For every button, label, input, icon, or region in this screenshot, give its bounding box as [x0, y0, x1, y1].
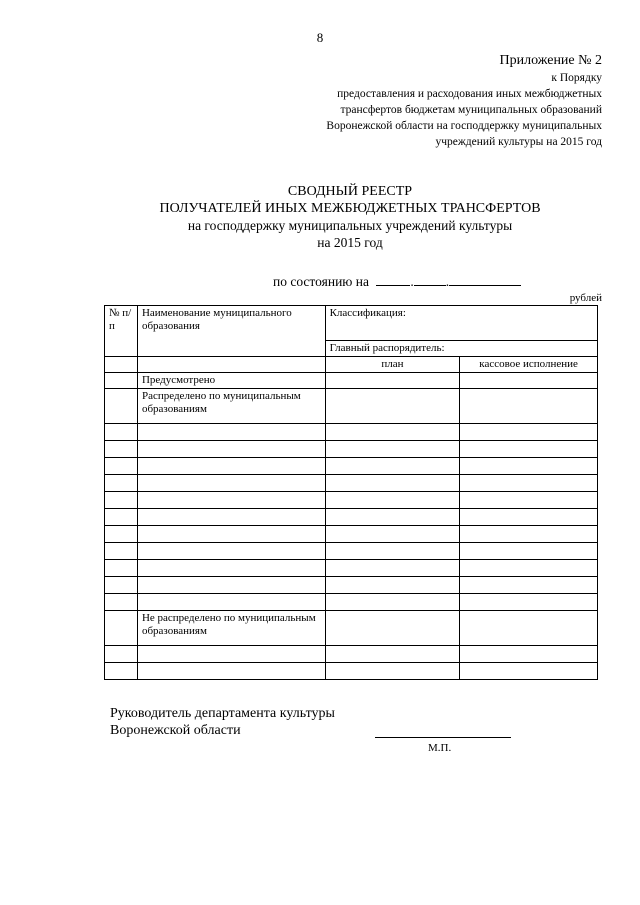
title-line: СВОДНЫЙ РЕЕСТР — [287, 184, 413, 199]
table-row — [105, 475, 598, 492]
table-row — [105, 458, 598, 475]
table-row — [105, 509, 598, 526]
row-not-distributed-label: Не распределено по муниципальным образованиям — [137, 611, 325, 646]
appendix-line: предоставления и расходования иных межбюджетных — [337, 88, 602, 100]
month-blank — [414, 274, 446, 286]
title-line: ПОЛУЧАТЕЛЕЙ ИНЫХ МЕЖБЮДЖЕТНЫХ ТРАНСФЕРТОВ — [159, 201, 541, 216]
header-name: Наименование муниципального образования — [137, 306, 325, 357]
signature-block — [110, 705, 335, 739]
table-row — [105, 577, 598, 594]
appendix-line: учреждений культуры на 2015 год — [435, 136, 602, 148]
table-header-row — [105, 306, 598, 341]
header-main-manager: Главный распорядитель: — [325, 341, 597, 357]
table-row — [105, 526, 598, 543]
registry-table — [104, 305, 598, 680]
table-row — [105, 424, 598, 441]
table-row — [105, 543, 598, 560]
page-number: 8 — [316, 30, 324, 45]
table-row-provided — [105, 373, 598, 389]
state-as-of: по состоянию на . . — [273, 274, 521, 290]
appendix-title: Приложение № 2 — [499, 53, 602, 68]
title-line: на господдержку муниципальных учреждений культуры — [187, 218, 513, 233]
stamp-label: М.П. — [428, 742, 452, 754]
header-plan: план — [325, 357, 460, 373]
appendix-header — [326, 52, 602, 150]
table-row — [105, 663, 598, 680]
signature-region: Воронежской области — [110, 723, 241, 738]
appendix-line: к Порядку — [551, 72, 602, 84]
appendix-line: трансфертов бюджетам муниципальных образований — [340, 104, 602, 116]
row-provided-label: Предусмотрено — [137, 373, 325, 389]
table-row — [105, 441, 598, 458]
signature-position: Руководитель департамента культуры — [110, 706, 335, 721]
header-cash-execution: кассовое исполнение — [460, 357, 598, 373]
signature-line — [375, 737, 511, 738]
table-row-distributed — [105, 389, 598, 424]
header-classification: Классификация: — [325, 306, 597, 341]
title-line: на 2015 год — [317, 235, 383, 250]
currency-label: рублей — [569, 292, 602, 304]
header-number: № п/п — [105, 306, 138, 357]
table-row — [105, 594, 598, 611]
table-row — [105, 646, 598, 663]
appendix-line: Воронежской области на господдержку муниципальных — [326, 120, 602, 132]
state-as-of-label: по состоянию на — [273, 274, 369, 289]
table-header-row — [105, 357, 598, 373]
table-row — [105, 560, 598, 577]
row-distributed-label: Распределено по муниципальным образованиям — [137, 389, 325, 424]
table-row-not-distributed — [105, 611, 598, 646]
year-blank — [449, 274, 521, 286]
table-row — [105, 492, 598, 509]
document-title — [0, 183, 640, 251]
day-blank — [376, 274, 410, 286]
